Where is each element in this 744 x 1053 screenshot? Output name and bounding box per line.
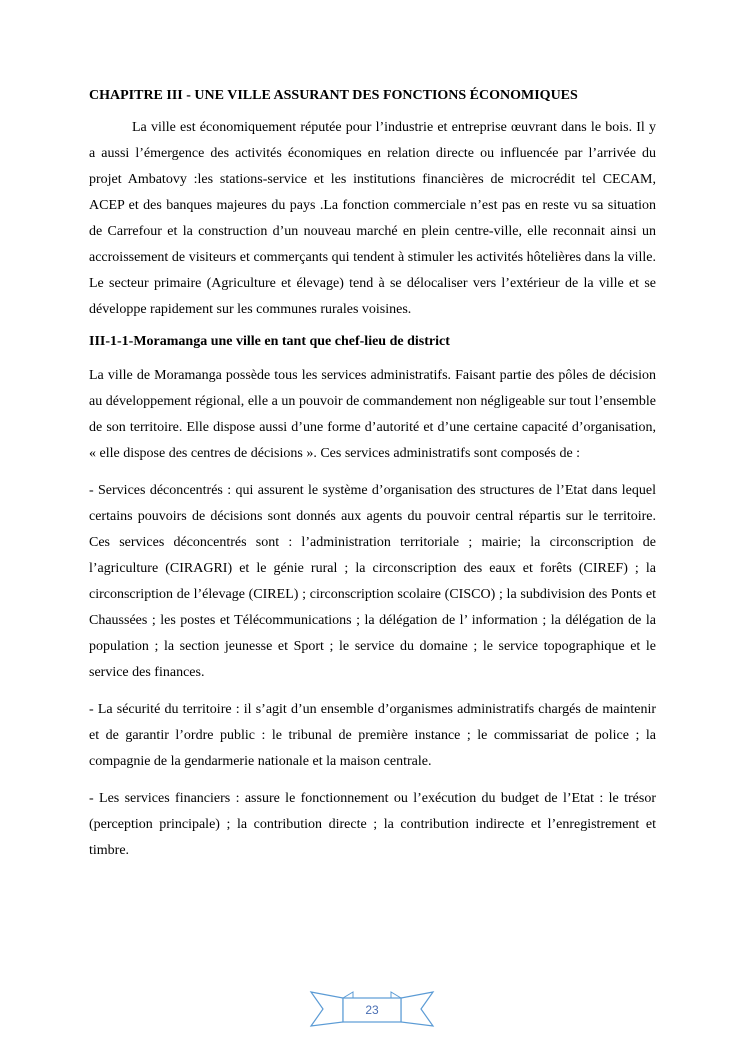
paragraph-deconcentrated-services: - Services déconcentrés : qui assurent le système d’organisation des structures de l’Etat dans lequel certains pouvoirs de décisions sont donnés aux agents du pouvoir central répartis sur le territoire. Ces services déconcentrés sont : l’administration territoriale ; mairie; la circonscription de l’agriculture (CIRAGRI) et le génie rural ; la circonscription des eaux et forêts (CIREF) ; la circonscription de l’élevage (CIREL) ; circonscription scolaire (CISCO) ; la subdivision des Ponts et Chaussées ; les postes et Télécommunications ; la délégation de l’ information ; la délégation de la population ; la section jeunesse et Sport ; le service du domaine ; le service topographique et le service des finances. bbox=[89, 483, 656, 680]
document-page bbox=[89, 86, 656, 875]
paragraph-territory-security: - La sécurité du territoire : il s’agit d’un ensemble d’organismes administratifs chargés de maintenir et de garantir l’ordre public : le tribunal de première instance ; le commissariat de police ; la compagnie de la gendarmerie nationale et la maison centrale. bbox=[89, 702, 656, 769]
page-number: 23 bbox=[365, 1003, 379, 1017]
paragraph-administrative-services: La ville de Moramanga possède tous les services administratifs. Faisant partie des pôles de décision au développement régional, elle a un pouvoir de commandement non négligeable sur tout l’ensemble de son territoire. Elle dispose aussi d’une forme d’autorité et d’une certaine capacité d’organisation, « elle dispose des centres de décisions ». Ces services administratifs sont composés de : bbox=[89, 368, 656, 461]
section-title: III-1-1-Moramanga une ville en tant que chef-lieu de district bbox=[89, 334, 450, 349]
paragraph-financial-services: - Les services financiers : assure le fonctionnement ou l’exécution du budget de l’Etat : le trésor (perception principale) ; la contribution directe ; la contribution indirecte et l’enregistrement et timbre. bbox=[89, 791, 656, 858]
intro-paragraph: La ville est économiquement réputée pour l’industrie et entreprise œuvrant dans le bois. Il y a aussi l’émergence des activités économiques en relation directe ou influencée par l’arrivée du projet Ambatovy :les stations-service et les institutions financières de microcrédit tel CECAM, ACEP et des banques majeures du pays .La fonction commerciale n’est pas en reste vu sa situation de Carrefour et la construction d’un nouveau marché en plein centre-ville, elle reconnait ainsi un accroissement de visiteurs et commerçants qui tendent à stimuler les activités hôtelières dans la ville. Le secteur primaire (Agriculture et élevage) tend à se délocaliser vers l’extérieur de la ville et se développe rapidement sur les communes rurales voisines. bbox=[89, 120, 656, 317]
page-footer bbox=[309, 990, 435, 1028]
chapter-title: CHAPITRE III - UNE VILLE ASSURANT DES FONCTIONS ÉCONOMIQUES bbox=[89, 88, 578, 103]
